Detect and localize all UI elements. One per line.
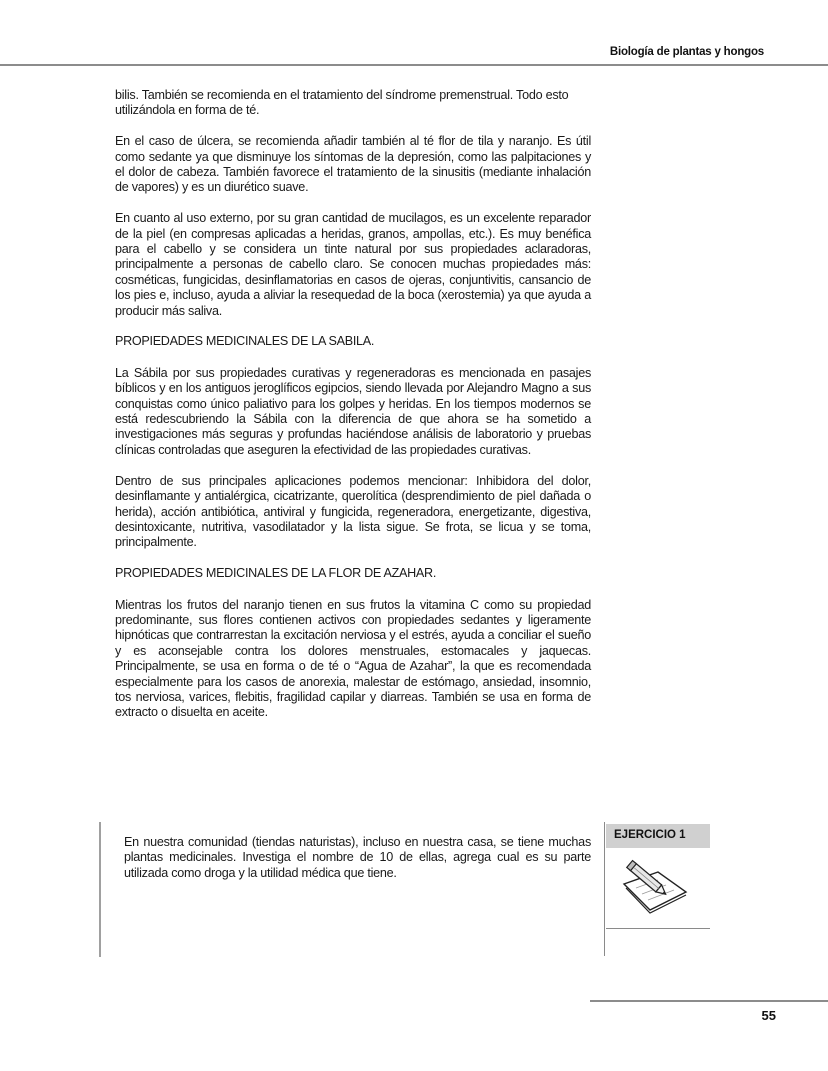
paragraph: bilis. También se recomienda en el tratamiento del síndrome premenstrual. Todo esto utilizándola en forma de té. — [115, 88, 569, 118]
paragraph: La Sábila por sus propiedades curativas y regeneradoras es mencionada en pasajes bíblicos y en los antiguos jeroglíficos egipcios, siendo llevada por Alejandro Magno a sus conquistas como único paliativo para los golpes y heridas. En los tiempos modernos se está redescubriendo la Sábila con la diferencia de que ahora se ha sometido a investigaciones más seguras y profundas haciéndose análisis de laboratorio y pruebas clínicas controladas que aseguren la efectividad de las propiedades curativas. — [115, 365, 591, 457]
exercise-text: En nuestra comunidad (tiendas naturistas), incluso en nuestra casa, se tiene muchas plantas medicinales. Investiga el nombre de 10 de ellas, agrega cual es su parte utilizada como droga y la utilidad médica que tiene. — [124, 835, 591, 880]
section-heading-sabila: PROPIEDADES MEDICINALES DE LA SABILA. — [115, 334, 375, 349]
exercise-left-rule — [99, 822, 101, 957]
page-number: 55 — [761, 1008, 776, 1023]
exercise-panel-rule — [604, 822, 605, 956]
section-heading-azahar: PROPIEDADES MEDICINALES DE LA FLOR DE AZAHAR. — [115, 566, 437, 581]
header-divider — [0, 64, 828, 66]
paragraph: Mientras los frutos del naranjo tienen en sus frutos la vitamina C como su propiedad predominante, sus flores contienen activos con propiedades sedantes y ligeramente hipnóticas que contrarrestan la excitación nerviosa y el estrés, ayuda a conciliar el sueño y es aconsejable contra los dolores menstruales, estomacales y jaquecas. Principalmente, se usa en forma o de té o “Agua de Azahar”, la que es recomendada especialmente para los casos de anorexia, malestar de estómago, ansiedad, insomnio, tos nerviosa, varices, flebitis, fragilidad capilar y diarreas. También se usa en forma de extracto o disuelta en aceite. — [115, 597, 591, 720]
paragraph: En cuanto al uso externo, por su gran cantidad de mucilagos, es un excelente reparador de la piel (en compresas aplicadas a heridas, granos, ampollas, etc.). Es muy benéfica para el cabello y se considera un tinte natural por sus propiedades aclaradoras, principalmente a personas de cabello claro. Se conocen muchas propiedades más: cosméticas, fungicidas, desinflamatorias en casos de ojeras, conjuntivitis, cansancio de los pies e, incluso, ayuda a aliviar la resequedad de la boca (xerostemia) ya que ayuda a producir más saliva. — [115, 211, 591, 318]
footer-divider — [590, 1000, 828, 1002]
running-header: Biología de plantas y hongos — [609, 46, 764, 58]
exercise-bottom-rule — [606, 928, 710, 929]
exercise-label: EJERCICIO 1 — [606, 824, 710, 848]
main-content — [115, 88, 591, 736]
paragraph: En el caso de úlcera, se recomienda añadir también al té flor de tila y naranjo. Es útil como sedante ya que disminuye los síntomas de la depresión, como las palpitaciones y el dolor de cabeza. También favorece el tratamiento de la sinusitis (mediante inhalación de vapores) y es un diurético suave. — [115, 134, 591, 195]
pencil-paper-icon — [618, 858, 690, 918]
paragraph: Dentro de sus principales aplicaciones podemos mencionar: Inhibidora del dolor, desinflamante y antialérgica, cicatrizante, querolítica (desprendimiento de piel dañada o herida), acción antibiótica, antiviral y fungicida, regeneradora, energetizante, digestiva, desintoxicante, nutritiva, vasodilatador y la lista sigue. Se frota, se licua y se toma, principalmente. — [115, 473, 591, 550]
